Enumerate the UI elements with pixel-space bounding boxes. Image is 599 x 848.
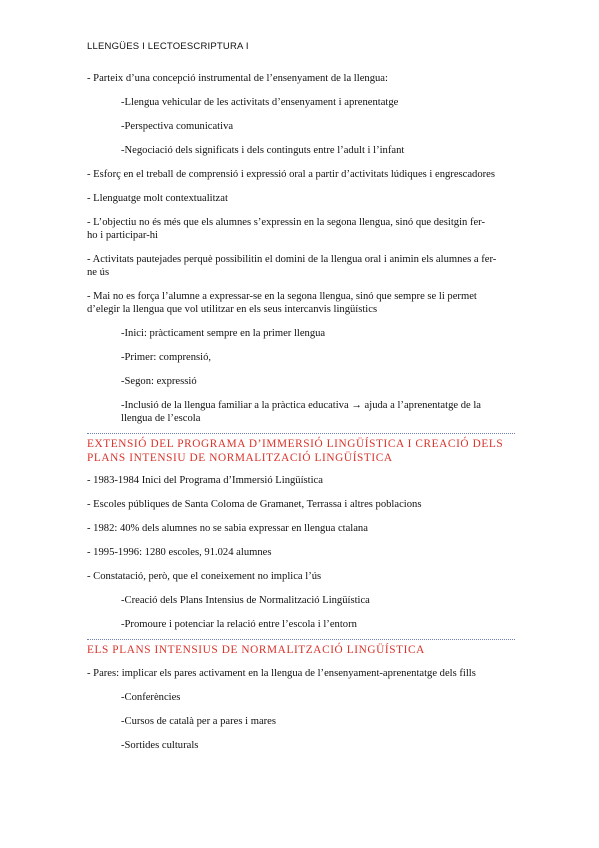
document-body <box>87 72 515 763</box>
paragraph: - Pares: implicar els pares activament en la llengua de l’ensenyament-aprenentatge dels fills <box>87 667 476 679</box>
section-title-line: PLANS INTENSIU DE NORMALITZACIÓ LINGÜÍSTICA <box>87 451 393 464</box>
sub-item: -Creació dels Plans Intensius de Normalització Lingüística <box>121 595 370 606</box>
paragraph: - Parteix d’una concepció instrumental de l’ensenyament de la llengua: <box>87 73 388 84</box>
sub-item: -Cursos de català per a pares i mares <box>121 715 277 727</box>
paragraph: - Constatació, però, que el coneixement no implica l’ús <box>87 571 322 582</box>
sub-item: -Conferències <box>121 691 181 703</box>
paragraph: - 1983-1984 Inici del Programa d’Immersió Lingüística <box>87 475 323 486</box>
sub-item-line: -Inclusió de la llengua familiar a la pràctica educativa → ajuda a l’aprenentatge de la <box>121 400 482 411</box>
page-header: LLENGÜES I LECTOESCRIPTURA I <box>87 41 249 52</box>
sub-item: -Sortides culturals <box>121 739 199 751</box>
paragraph <box>87 216 515 242</box>
sub-item-line: llengua de l’escola <box>121 413 201 424</box>
sub-item: -Llengua vehicular de les activitats d’ensenyament i aprenentatge <box>121 97 399 108</box>
sub-item: -Negociació dels significats i dels continguts entre l’adult i l’infant <box>121 145 405 156</box>
paragraph: - 1982: 40% dels alumnes no se sabia expressar en llengua ctalana <box>87 523 368 534</box>
section-divider <box>87 433 515 434</box>
section-title-line: EXTENSIÓ DEL PROGRAMA D’IMMERSIÓ LINGÜÍSTICA I CREACIÓ DELS <box>87 438 504 450</box>
paragraph-line: d’elegir la llengua que vol utilitzar en els seus intercanvis lingüístics <box>87 304 378 315</box>
sub-item: -Segon: expressió <box>121 376 197 387</box>
paragraph: - Esforç en el treball de comprensió i expressió oral a partir d’activitats lúdiques i engrescadores <box>87 169 496 180</box>
paragraph-line: ne ús <box>87 267 110 278</box>
section-title <box>87 438 515 465</box>
sub-item <box>87 399 515 425</box>
sub-item: -Perspectiva comunicativa <box>121 121 234 132</box>
paragraph-line: - L’objectiu no és més que els alumnes s’expressin en la segona llengua, sinó que desitgin fer- <box>87 217 486 228</box>
paragraph <box>87 290 515 316</box>
paragraph: - Llenguatge molt contextualitzat <box>87 193 228 204</box>
paragraph: - 1995-1996: 1280 escoles, 91.024 alumnes <box>87 547 272 558</box>
sub-item: -Inici: pràcticament sempre en la primer llengua <box>121 328 326 339</box>
paragraph-line: ho i participar-hi <box>87 230 158 241</box>
paragraph <box>87 253 515 279</box>
section-title: ELS PLANS INTENSIUS DE NORMALITZACIÓ LINGÜÍSTICA <box>87 644 425 656</box>
section-divider <box>87 639 515 640</box>
sub-item: -Promoure i potenciar la relació entre l’escola i l’entorn <box>121 619 357 630</box>
paragraph-line: - Activitats pautejades perquè possibilitin el domini de la llengua oral i animin els alumnes a fer- <box>87 254 497 265</box>
paragraph-line: - Mai no es força l’alumne a expressar-se en la segona llengua, sinó que sempre se li permet <box>87 291 477 302</box>
paragraph: - Escoles públiques de Santa Coloma de Gramanet, Terrassa i altres poblacions <box>87 499 422 510</box>
sub-item: -Primer: comprensió, <box>121 352 212 363</box>
